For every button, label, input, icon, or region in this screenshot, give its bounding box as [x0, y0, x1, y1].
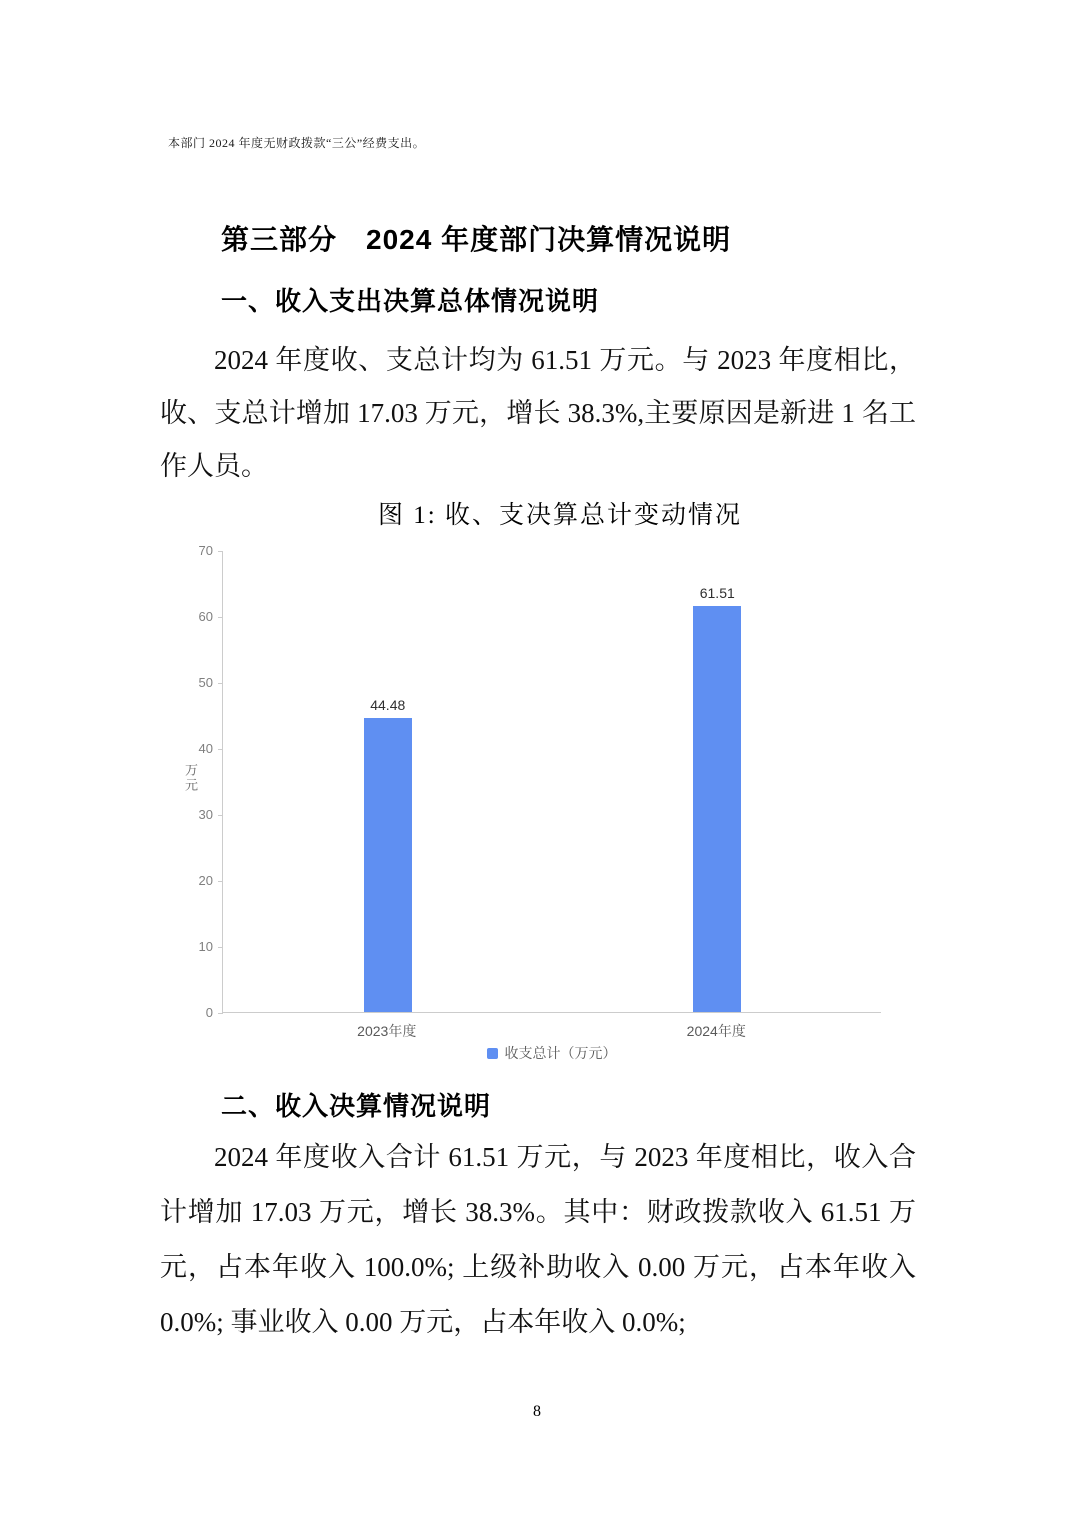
y-axis-tick-label: 60: [198, 609, 213, 624]
y-axis-tick-label: 30: [198, 807, 213, 822]
figure-1-bar-chart: [175, 545, 890, 1075]
section-1-paragraph: 2024 年度收、支总计均为 61.51 万元。与 2023 年度相比，收、支总计增加 17.03 万元，增长 38.3%,主要原因是新进 1 名工作人员。: [160, 345, 916, 481]
y-axis-tick-mark: [218, 1013, 223, 1014]
y-axis-tick-label: 40: [198, 741, 213, 756]
y-axis-tick-mark: [218, 749, 223, 750]
legend-marker-icon: [487, 1048, 498, 1059]
y-axis-tick-label: 20: [198, 873, 213, 888]
header-note: 本部门 2024 年度无财政拨款“三公”经费支出。: [168, 136, 426, 150]
section-2-heading: 二、收入决算情况说明: [221, 1091, 492, 1121]
y-axis-tick-label: 10: [198, 939, 213, 954]
y-axis-tick-mark: [218, 683, 223, 684]
y-axis-tick-label: 0: [205, 1005, 213, 1020]
page-number: 8: [533, 1403, 541, 1420]
bar-value-label: 44.48: [370, 697, 406, 714]
y-axis-tick-label: 50: [198, 675, 213, 690]
y-axis-tick-mark: [218, 551, 223, 552]
y-axis-tick-label: 70: [198, 543, 213, 558]
y-axis-title: 万元: [183, 763, 198, 793]
bar-2023年度: [364, 718, 412, 1012]
figure-1-caption: 图 1: 收、支决算总计变动情况: [378, 502, 742, 529]
part-title: 第三部分 2024 年度部门决算情况说明: [221, 224, 732, 255]
x-axis-category-label: 2023年度: [357, 1023, 417, 1039]
y-axis-tick-mark: [218, 947, 223, 948]
chart-plot-area: [222, 551, 881, 1013]
y-axis-tick-mark: [218, 881, 223, 882]
x-axis-category-label: 2024年度: [686, 1023, 746, 1039]
section-2-paragraph: 2024 年度收入合计 61.51 万元，与 2023 年度相比，收入合计增加 17.03 万元，增长 38.3%。其中：财政拨款收入 61.51 万元，占本年收入 100.0%; 上级补助收入 0.00 万元，占本年收入 0.0%; 事业收入 0.00 万元，占本年收入 0.0%;: [160, 1142, 916, 1337]
bar-value-label: 61.51: [699, 585, 735, 602]
y-axis-tick-mark: [218, 815, 223, 816]
section-1-heading: 一、收入支出决算总体情况说明: [221, 286, 600, 316]
legend-label: 收支总计（万元）: [504, 1045, 617, 1061]
y-axis-tick-mark: [218, 617, 223, 618]
bar-2024年度: [693, 606, 741, 1012]
chart-legend: [222, 1043, 881, 1063]
